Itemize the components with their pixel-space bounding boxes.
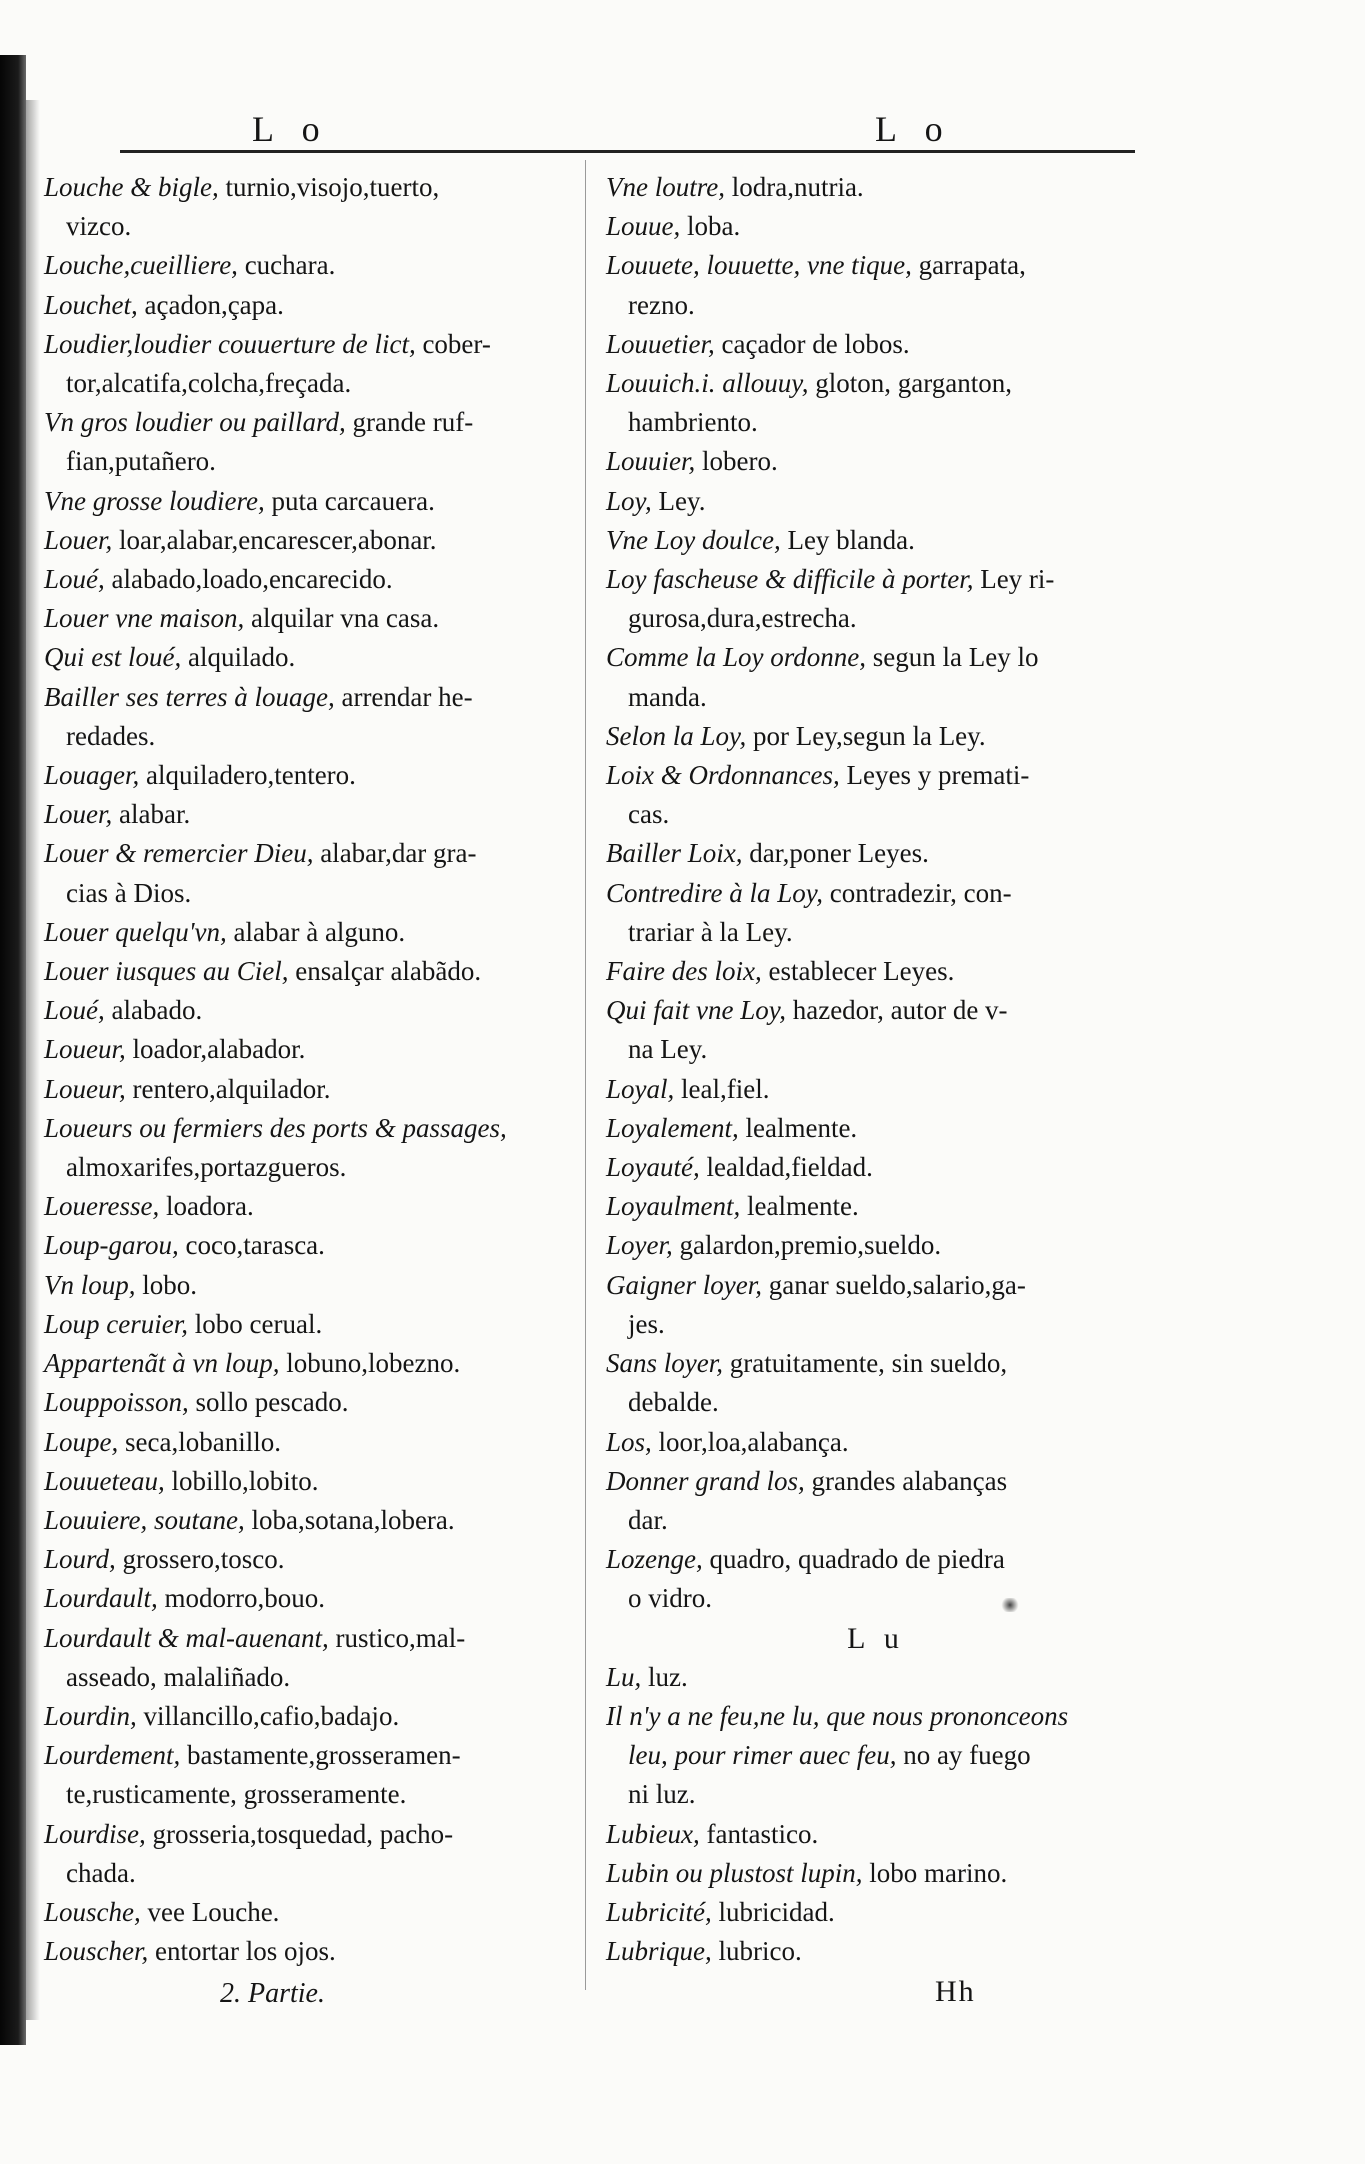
spanish-translation: coco,tarasca. <box>185 1230 325 1261</box>
left-column <box>44 168 564 1971</box>
french-headword: Loy fascheuse & difficile à porter, <box>606 564 974 595</box>
french-headword: Loyauté, <box>606 1152 700 1183</box>
spanish-translation: establecer Leyes. <box>768 956 955 987</box>
dictionary-entry <box>606 364 1146 442</box>
dictionary-entry <box>606 1540 1146 1618</box>
french-headword: Qui fait vne Loy, <box>606 995 786 1026</box>
french-headword: Selon la Loy, <box>606 720 747 751</box>
french-headword: Vne loutre, <box>606 172 725 202</box>
spanish-translation: seca,lobanillo. <box>125 1426 281 1457</box>
entry-continuation <box>44 1148 564 1187</box>
french-headword: Loup ceruier, <box>44 1308 188 1339</box>
french-headword: Appartenãt à vn loup, <box>44 1348 280 1379</box>
spanish-translation: cuchara. <box>244 250 336 281</box>
spanish-continuation: manda. <box>628 681 707 712</box>
spanish-translation: grossero,tosco. <box>122 1544 285 1575</box>
dictionary-entry <box>606 442 1146 481</box>
spanish-continuation: almoxarifes,portazgueros. <box>66 1152 347 1183</box>
entry-continuation <box>606 1579 1146 1618</box>
spanish-continuation: no ay fuego <box>903 1740 1031 1771</box>
entry-continuation <box>606 795 1146 834</box>
spanish-translation: caçador de lobos. <box>721 328 910 359</box>
entry-continuation <box>606 403 1146 442</box>
dictionary-entry <box>44 1815 564 1893</box>
spanish-continuation: te,rusticamente, grosseramente. <box>66 1779 407 1810</box>
spanish-translation: alabado,loado,encarecido. <box>111 564 393 595</box>
dictionary-entry <box>606 638 1146 716</box>
entry-continuation <box>606 1030 1146 1069</box>
dictionary-entry <box>44 756 564 795</box>
french-headword: Loupe, <box>44 1426 119 1457</box>
french-headword: Il n'y a ne feu,ne lu, que nous prononceons <box>606 1700 1069 1731</box>
entries-lu <box>606 1658 1146 1972</box>
spanish-translation: contradezir, con- <box>829 877 1012 908</box>
french-headword: Louche,cueilliere, <box>44 250 238 281</box>
spanish-continuation: cias à Dios. <box>66 877 192 908</box>
dictionary-entry <box>606 560 1146 638</box>
spanish-translation: entortar los ojos. <box>155 1936 336 1967</box>
entry-continuation <box>44 207 564 246</box>
french-headword: Loix & Ordonnances, <box>606 760 840 791</box>
signature-mark: 2. Partie. <box>220 1978 325 2009</box>
dictionary-entry <box>44 1305 564 1344</box>
french-headword: Louscher, <box>44 1936 149 1967</box>
entry-continuation <box>44 717 564 756</box>
spanish-translation: villancillo,cafio,badajo. <box>143 1700 400 1731</box>
french-headword: Loyal, <box>606 1073 675 1104</box>
spanish-translation: lobo marino. <box>869 1857 1008 1888</box>
spanish-continuation: redades. <box>66 720 156 751</box>
spanish-translation: lealmente. <box>745 1112 858 1143</box>
french-headword: Contredire à la Loy, <box>606 877 824 908</box>
spanish-translation: cober- <box>422 328 491 359</box>
french-headword: Sans loyer, <box>606 1348 723 1379</box>
french-headword: Louche & bigle, <box>44 172 219 202</box>
french-headword: Loup-garou, <box>44 1230 179 1261</box>
dictionary-entry <box>44 168 564 246</box>
french-headword: Loudier,loudier couuerture de lict, <box>44 328 416 359</box>
dictionary-entry <box>44 1109 564 1187</box>
french-headword: Vn loup, <box>44 1269 136 1300</box>
french-headword: Lousche, <box>44 1896 141 1927</box>
french-headword: Louue, <box>606 211 681 242</box>
spanish-translation: modorro,bouo. <box>164 1583 326 1614</box>
spanish-translation: sollo pescado. <box>195 1387 349 1418</box>
spanish-translation: por Ley,segun la Ley. <box>753 720 986 751</box>
right-column <box>606 168 1146 1971</box>
dictionary-entry <box>44 560 564 599</box>
dictionary-entry <box>606 1932 1146 1971</box>
french-headword: Loy, <box>606 485 652 516</box>
spanish-continuation: fian,putañero. <box>66 446 216 477</box>
entry-continuation <box>606 913 1146 952</box>
spanish-continuation: chada. <box>66 1857 136 1888</box>
dictionary-entry <box>44 403 564 481</box>
spanish-translation: alabar à alguno. <box>233 916 406 947</box>
french-headword: Louer quelqu'vn, <box>44 916 227 947</box>
french-headword: Louuetier, <box>606 328 715 359</box>
spanish-translation: alquilado. <box>187 642 296 673</box>
french-headword: Louer & remercier Dieu, <box>44 838 314 869</box>
spanish-translation: segun la Ley lo <box>872 642 1039 673</box>
dictionary-entry <box>606 325 1146 364</box>
running-head-right: L o <box>875 109 953 149</box>
spanish-translation: lobillo,lobito. <box>171 1465 319 1496</box>
book-spine <box>0 55 26 2045</box>
french-headword: Louager, <box>44 760 140 791</box>
french-headword: Donner grand los, <box>606 1465 805 1496</box>
french-headword: Louer iusques au Ciel, <box>44 956 289 987</box>
section-heading-lu: L u <box>847 1621 905 1655</box>
dictionary-entry <box>606 1658 1146 1697</box>
spanish-continuation: tor,alcatifa,colcha,freçada. <box>66 368 352 399</box>
spanish-translation: lodra,nutria. <box>731 172 864 202</box>
dictionary-entry <box>606 834 1146 873</box>
spanish-translation: quadro, quadrado de piedra <box>709 1544 1005 1575</box>
french-headword: Louer, <box>44 799 113 830</box>
french-headword: Louppoisson, <box>44 1387 189 1418</box>
dictionary-entry <box>606 756 1146 834</box>
spanish-translation: lobo. <box>142 1269 198 1300</box>
spanish-continuation: debalde. <box>628 1387 719 1418</box>
spanish-translation: rustico,mal- <box>335 1622 466 1653</box>
spanish-translation: açadon,çapa. <box>144 289 284 320</box>
dictionary-entry <box>44 1462 564 1501</box>
dictionary-entry <box>44 1344 564 1383</box>
column-divider <box>585 160 586 1990</box>
french-headword: Los, <box>606 1426 652 1457</box>
french-headword: Gaigner loyer, <box>606 1269 762 1300</box>
french-headword: Lubin ou plustost lupin, <box>606 1857 863 1888</box>
dictionary-entry <box>44 286 564 325</box>
dictionary-entry <box>44 1383 564 1422</box>
dictionary-entry <box>44 1736 564 1814</box>
french-headword: Louuete, louuette, vne tique, <box>606 250 912 281</box>
running-head-left: L o <box>252 109 330 149</box>
spanish-continuation: asseado, malaliñado. <box>66 1661 291 1692</box>
french-headword: Lu, <box>606 1661 642 1692</box>
dictionary-entry <box>44 1579 564 1618</box>
dictionary-entry <box>44 246 564 285</box>
french-headword: Lubrique, <box>606 1936 712 1967</box>
spanish-continuation: gurosa,dura,estrecha. <box>628 603 857 634</box>
french-headword: Loué, <box>44 995 105 1026</box>
dictionary-entry <box>606 1266 1146 1344</box>
spanish-translation: gratuitamente, sin sueldo, <box>729 1348 1008 1379</box>
spanish-translation: turnio,visojo,tuerto, <box>225 172 440 202</box>
french-headword: Lubieux, <box>606 1818 700 1849</box>
dictionary-entry <box>606 952 1146 991</box>
dictionary-entry <box>44 1697 564 1736</box>
dictionary-entry <box>606 717 1146 756</box>
ink-mark <box>1000 1598 1020 1612</box>
french-headword: Faire des loix, <box>606 956 762 987</box>
french-headword: Loyalement, <box>606 1112 739 1143</box>
french-headword: Louuiere, soutane, <box>44 1504 245 1535</box>
spanish-translation: ensalçar alabãdo. <box>295 956 482 987</box>
catchword: Hh <box>935 1975 976 2008</box>
spanish-continuation: trariar à la Ley. <box>628 916 793 947</box>
spanish-translation: Leyes y premati- <box>846 760 1030 791</box>
dictionary-entry <box>606 1423 1146 1462</box>
spanish-translation: lubricidad. <box>718 1896 835 1927</box>
entries-lo <box>606 168 1146 1619</box>
spanish-continuation: cas. <box>628 799 670 830</box>
french-headword: Loueurs ou fermiers des ports & passages, <box>44 1112 507 1143</box>
french-headword: Lourd, <box>44 1544 116 1575</box>
french-headword: Vne grosse loudiere, <box>44 485 265 516</box>
dictionary-entry <box>606 1344 1146 1422</box>
spanish-translation: lobo cerual. <box>194 1308 323 1339</box>
spanish-translation: bastamente,grosseramen- <box>187 1740 461 1771</box>
spanish-continuation: vizco. <box>66 211 132 242</box>
french-headword: Loyaulment, <box>606 1191 741 1222</box>
spanish-translation: grandes alabanças <box>811 1465 1008 1496</box>
spanish-translation: grande ruf- <box>352 407 474 438</box>
french-headword: Lozenge, <box>606 1544 703 1575</box>
spanish-translation: loadora. <box>166 1191 254 1222</box>
french-headword: Louer vne maison, <box>44 603 245 634</box>
spanish-translation: alabar. <box>119 799 191 830</box>
spanish-continuation: jes. <box>628 1308 665 1339</box>
dictionary-entry <box>44 1423 564 1462</box>
header-rule <box>120 150 1135 153</box>
spanish-translation: leal,fiel. <box>681 1073 770 1104</box>
dictionary-entry <box>606 207 1146 246</box>
dictionary-entry <box>606 1148 1146 1187</box>
spanish-translation: loba. <box>687 211 741 242</box>
french-headword: Lourdin, <box>44 1700 137 1731</box>
spanish-translation: Ley ri- <box>980 564 1055 595</box>
spanish-translation: rentero,alquilador. <box>132 1073 331 1104</box>
french-headword: Lourdault & mal-auenant, <box>44 1622 329 1653</box>
dictionary-entry <box>44 1226 564 1265</box>
entry-continuation <box>44 1854 564 1893</box>
entry-continuation <box>44 442 564 481</box>
french-headword: Vn gros loudier ou paillard, <box>44 407 346 438</box>
french-continuation: leu, pour rimer auec feu, <box>628 1740 897 1771</box>
french-headword: Bailler Loix, <box>606 838 743 869</box>
spanish-translation: Ley. <box>658 485 706 516</box>
entry-continuation: ni luz. <box>628 1779 696 1810</box>
dictionary-entry <box>606 1697 1146 1815</box>
french-headword: Loyer, <box>606 1230 673 1261</box>
spanish-translation: vee Louche. <box>147 1896 280 1927</box>
spanish-translation: loador,alabador. <box>132 1034 306 1065</box>
dictionary-entry <box>606 482 1146 521</box>
spanish-translation: lealdad,fieldad. <box>706 1152 873 1183</box>
dictionary-entry <box>44 599 564 638</box>
dictionary-entry <box>606 1462 1146 1540</box>
spanish-translation: lealmente. <box>747 1191 859 1222</box>
dictionary-entry <box>44 482 564 521</box>
dictionary-entry <box>44 1030 564 1069</box>
spanish-translation: gloton, garganton, <box>815 368 1012 399</box>
french-headword: Louer, <box>44 524 113 555</box>
dictionary-entry <box>44 521 564 560</box>
spanish-continuation: dar. <box>628 1504 668 1535</box>
dictionary-entry <box>606 1070 1146 1109</box>
french-headword: Comme la Loy ordonne, <box>606 642 866 673</box>
spanish-continuation: o vidro. <box>628 1583 712 1614</box>
dictionary-entry <box>606 246 1146 324</box>
dictionary-entry <box>44 638 564 677</box>
spine-shadow <box>26 100 40 2020</box>
french-headword: Vne Loy doulce, <box>606 524 781 555</box>
spanish-continuation: rezno. <box>628 289 695 320</box>
dictionary-entry <box>44 952 564 991</box>
spanish-translation: hazedor, autor de v- <box>792 995 1008 1026</box>
french-headword: Louueteau, <box>44 1465 165 1496</box>
spanish-translation: loba,sotana,lobera. <box>251 1504 455 1535</box>
dictionary-entry <box>606 521 1146 560</box>
dictionary-entry <box>44 1619 564 1697</box>
french-headword: Louchet, <box>44 289 138 320</box>
entry-continuation <box>606 599 1146 638</box>
spanish-continuation: hambriento. <box>628 407 758 438</box>
entry-continuation <box>44 874 564 913</box>
dictionary-entry <box>44 991 564 1030</box>
spanish-translation: Ley blanda. <box>787 524 915 555</box>
dictionary-entry <box>44 913 564 952</box>
dictionary-entry <box>606 991 1146 1069</box>
spanish-translation: alquilar vna casa. <box>250 603 440 634</box>
spanish-translation: grosseria,tosquedad, pacho- <box>152 1818 454 1849</box>
dictionary-entry <box>44 325 564 403</box>
french-headword: Lourdement, <box>44 1740 181 1771</box>
entry-continuation <box>606 1736 1146 1775</box>
entry-continuation <box>44 1658 564 1697</box>
spanish-translation: garrapata, <box>918 250 1026 281</box>
spanish-translation: loor,loa,alabança. <box>658 1426 849 1457</box>
french-headword: Lubricité, <box>606 1896 712 1927</box>
french-headword: Bailler ses terres à louage, <box>44 681 335 712</box>
spanish-translation: dar,poner Leyes. <box>749 838 929 869</box>
dictionary-entry <box>44 1540 564 1579</box>
dictionary-entry <box>606 874 1146 952</box>
french-headword: Louuier, <box>606 446 696 477</box>
dictionary-entry <box>606 1187 1146 1226</box>
french-headword: Lourdise, <box>44 1818 146 1849</box>
dictionary-entry <box>44 1187 564 1226</box>
spanish-continuation: na Ley. <box>628 1034 708 1065</box>
dictionary-entry <box>44 1266 564 1305</box>
dictionary-entry <box>44 1070 564 1109</box>
entry-continuation <box>606 678 1146 717</box>
french-headword: Loueresse, <box>44 1191 160 1222</box>
spanish-translation: lobero. <box>702 446 778 477</box>
entry-continuation <box>44 364 564 403</box>
dictionary-entry <box>606 1893 1146 1932</box>
spanish-translation: fantastico. <box>706 1818 819 1849</box>
dictionary-entry <box>606 1109 1146 1148</box>
dictionary-entry <box>44 1501 564 1540</box>
spanish-translation: loar,alabar,encarescer,abonar. <box>119 524 437 555</box>
french-headword: Qui est loué, <box>44 642 182 673</box>
dictionary-entry <box>44 834 564 912</box>
spanish-translation: alquiladero,tentero. <box>146 760 356 791</box>
dictionary-entry <box>606 1815 1146 1854</box>
dictionary-entry <box>44 795 564 834</box>
french-headword: Louuich.i. allouuy, <box>606 368 809 399</box>
dictionary-entry <box>44 678 564 756</box>
french-headword: Loueur, <box>44 1073 126 1104</box>
dictionary-entry <box>606 168 1146 207</box>
spanish-translation: lubrico. <box>718 1936 802 1967</box>
spanish-translation: alabar,dar gra- <box>320 838 477 869</box>
dictionary-entry <box>606 1854 1146 1893</box>
spanish-translation: lobuno,lobezno. <box>286 1348 461 1379</box>
spanish-translation: arrendar he- <box>341 681 473 712</box>
spanish-translation: luz. <box>648 1661 688 1692</box>
entry-continuation <box>606 286 1146 325</box>
french-headword: Lourdault, <box>44 1583 158 1614</box>
spanish-translation: ganar sueldo,salario,ga- <box>768 1269 1026 1300</box>
dictionary-entry <box>44 1932 564 1971</box>
french-headword: Loué, <box>44 564 105 595</box>
entry-continuation <box>44 1775 564 1814</box>
spanish-translation: puta carcauera. <box>271 485 435 516</box>
entry-continuation <box>606 1305 1146 1344</box>
entry-continuation <box>606 1501 1146 1540</box>
spanish-translation: galardon,premio,sueldo. <box>679 1230 942 1261</box>
entry-continuation <box>606 1383 1146 1422</box>
dictionary-entry <box>606 1226 1146 1265</box>
spanish-translation: alabado. <box>111 995 203 1026</box>
dictionary-entry <box>44 1893 564 1932</box>
french-headword: Loueur, <box>44 1034 126 1065</box>
